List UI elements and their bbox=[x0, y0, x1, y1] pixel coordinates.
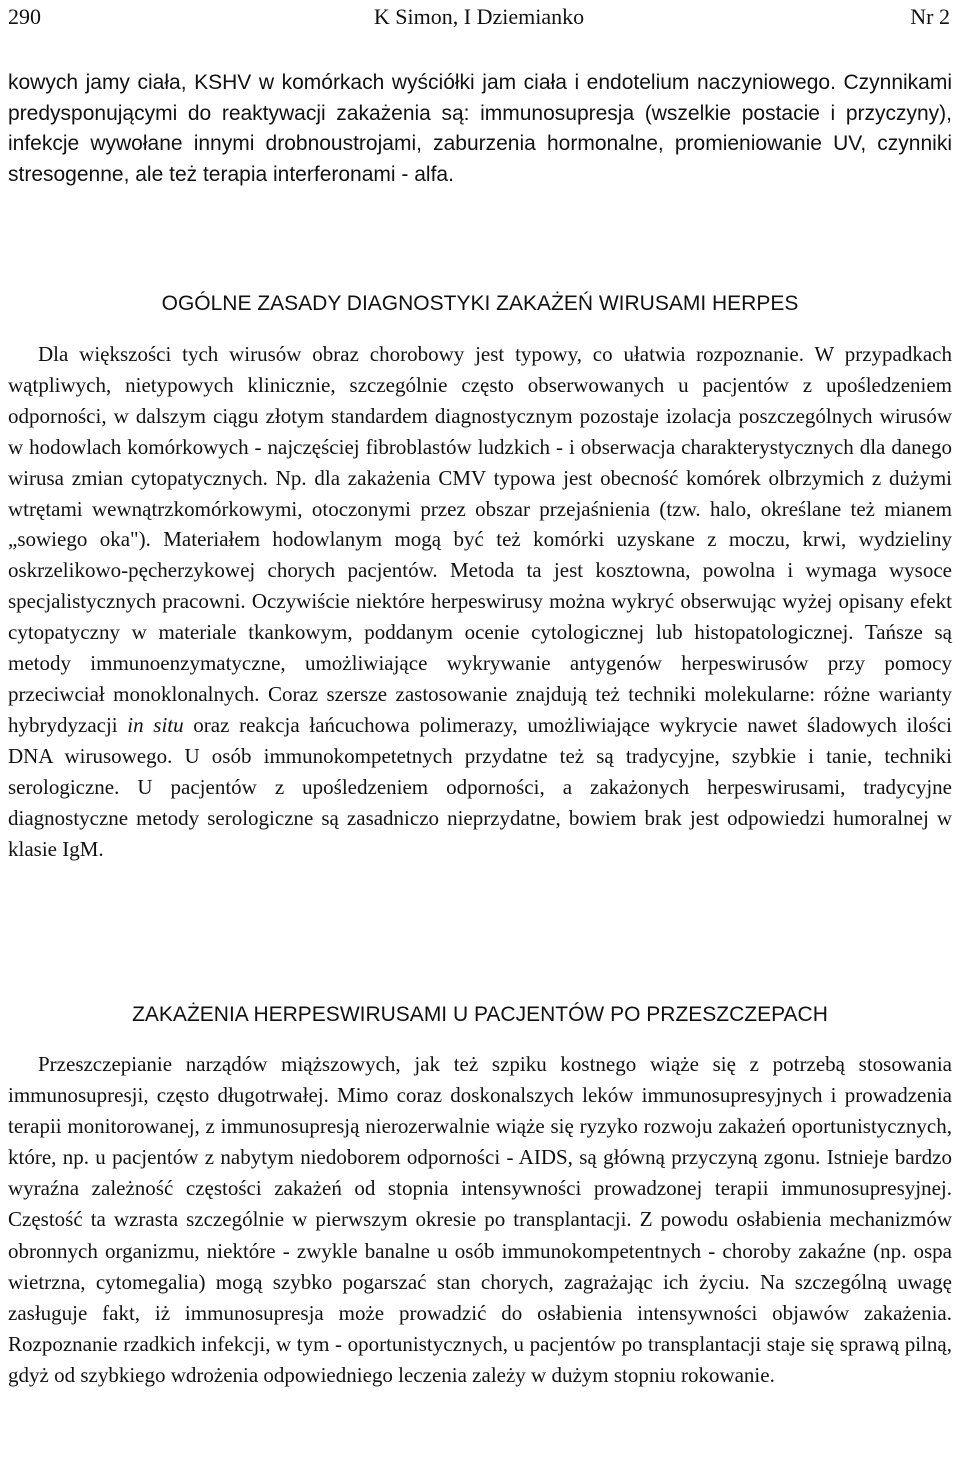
section-body-diagnostics bbox=[8, 339, 952, 864]
section-heading-diagnostics: OGÓLNE ZASADY DIAGNOSTYKI ZAKAŻEŃ WIRUSAMI HERPES bbox=[161, 292, 799, 315]
running-header bbox=[8, 4, 950, 34]
paragraph-continuation bbox=[8, 68, 952, 190]
section-body-transplant bbox=[8, 1049, 952, 1391]
paragraph-text bbox=[8, 339, 952, 864]
italic-term: in situ bbox=[127, 712, 184, 737]
running-authors: K Simon, I Dziemianko bbox=[373, 4, 585, 29]
text-run: Dla większości tych wirusów obraz chorobowy jest typowy, co ułatwia rozpoznanie. W przypadkach wątpliwych, nietypowych klinicznie, szczególnie często obserwowanych u pacjentów z upośledzeniem odporności, w dalszym ciągu złotym standardem diagnostycznym pozostaje izolacja poszczególnych wirusów w hodowlach komórkowych - najczęściej fibroblastów ludzkich - i obserwacja charakterystycznych dla danego wirusa zmian cytopatycznych. Np. dla zakażenia CMV typowa jest obecność komórek olbrzymich z dużymi wtrętami wewnątrzkomórkowymi, otoczonymi przez obszar przejaśnienia (tzw. halo, określane też mianem „sowiego oka"). Materiałem hodowlanym mogą być też komórki uzyskane z moczu, krwi, wydzieliny oskrzelikowo-pęcherzykowej chorych pacjentów. Metoda ta jest kosztowna, powolna i wymaga wysoce specjalistycznych pracowni. Oczywiście niektóre herpeswirusy można wykryć obserwując wyżej opisany efekt cytopatyczny w materiale tkankowym, poddanym ocenie cytologicznej lub histopatologicznej. Tańsze są metody immunoenzymatyczne, umożliwiające wykrywanie antygenów herpeswirusów przy pomocy przeciwciał monoklonalnych. Coraz szersze zastosowanie znajdują też techniki molekularne: różne warianty hybrydyzacji bbox=[8, 342, 952, 737]
paragraph-text: Przeszczepianie narządów miąższowych, jak też szpiku kostnego wiąże się z potrzebą stosowania immunosupresji, często długotrwałej. Mimo coraz doskonalszych leków immunosupresyjnych i prowadzenia terapii monitorowanej, z immunosupresją nierozerwalnie wiąże się ryzyko rozwoju zakażeń oportunistycznych, które, np. u pacjentów z nabytym niedoborem odporności - AIDS, są główną przyczyną zgonu. Istnieje bardzo wyraźna zależność częstości zakażeń od stopnia intensywności prowadzonej terapii immunosupresyjnej. Częstość ta wzrasta szczególnie w pierwszym okresie po transplantacji. Z powodu osłabienia mechanizmów obronnych organizmu, niektóre - zwykle banalne u osób immunokompetentnych - choroby zakaźne (np. ospa wietrzna, cytomegalia) mogą szybko pogarszać stan chorych, zagrażając ich życiu. Na szczególną uwagę zasługuje fakt, iż immunosupresja może prowadzić do osłabienia intensywności objawów zakażenia. Rozpoznanie rzadkich infekcji, w tym - oportunistycznych, u pacjentów po transplantacji staje się sprawą pilną, gdyż od szybkiego wdrożenia odpowiedniego leczenia zależy w dużym stopniu rokowanie. bbox=[8, 1052, 952, 1387]
paragraph-text: kowych jamy ciała, KSHV w komórkach wyściółki jam ciała i endotelium naczyniowego. Czynnikami predysponującymi do reaktywacji zakażenia są: immunosupresja (wszelkie postacie i przyczyny), infekcje wywołane innymi drobnoustrojami, zaburzenia hormonalne, promieniowanie UV, czynniki stresogenne, ale też terapia interferonami - alfa. bbox=[8, 71, 952, 186]
page-number: 290 bbox=[8, 4, 41, 29]
issue-number: Nr 2 bbox=[910, 4, 950, 29]
text-run: oraz reakcja łańcuchowa polimerazy, umożliwiające wykrycie nawet śladowych ilości DNA wirusowego. U osób immunokompetetnych przydatne też są tradycyjne, szybkie i tanie, techniki serologiczne. U pacjentów z upośledzeniem odporności, a zakażonych herpeswirusami, tradycyjne diagnostyczne metody serologiczne są zasadniczo nieprzydatne, bowiem brak jest odpowiedzi humoralnej w klasie IgM. bbox=[8, 712, 953, 861]
section-heading-transplant: ZAKAŻENIA HERPESWIRUSAMI U PACJENTÓW PO PRZESZCZEPACH bbox=[132, 1003, 828, 1026]
